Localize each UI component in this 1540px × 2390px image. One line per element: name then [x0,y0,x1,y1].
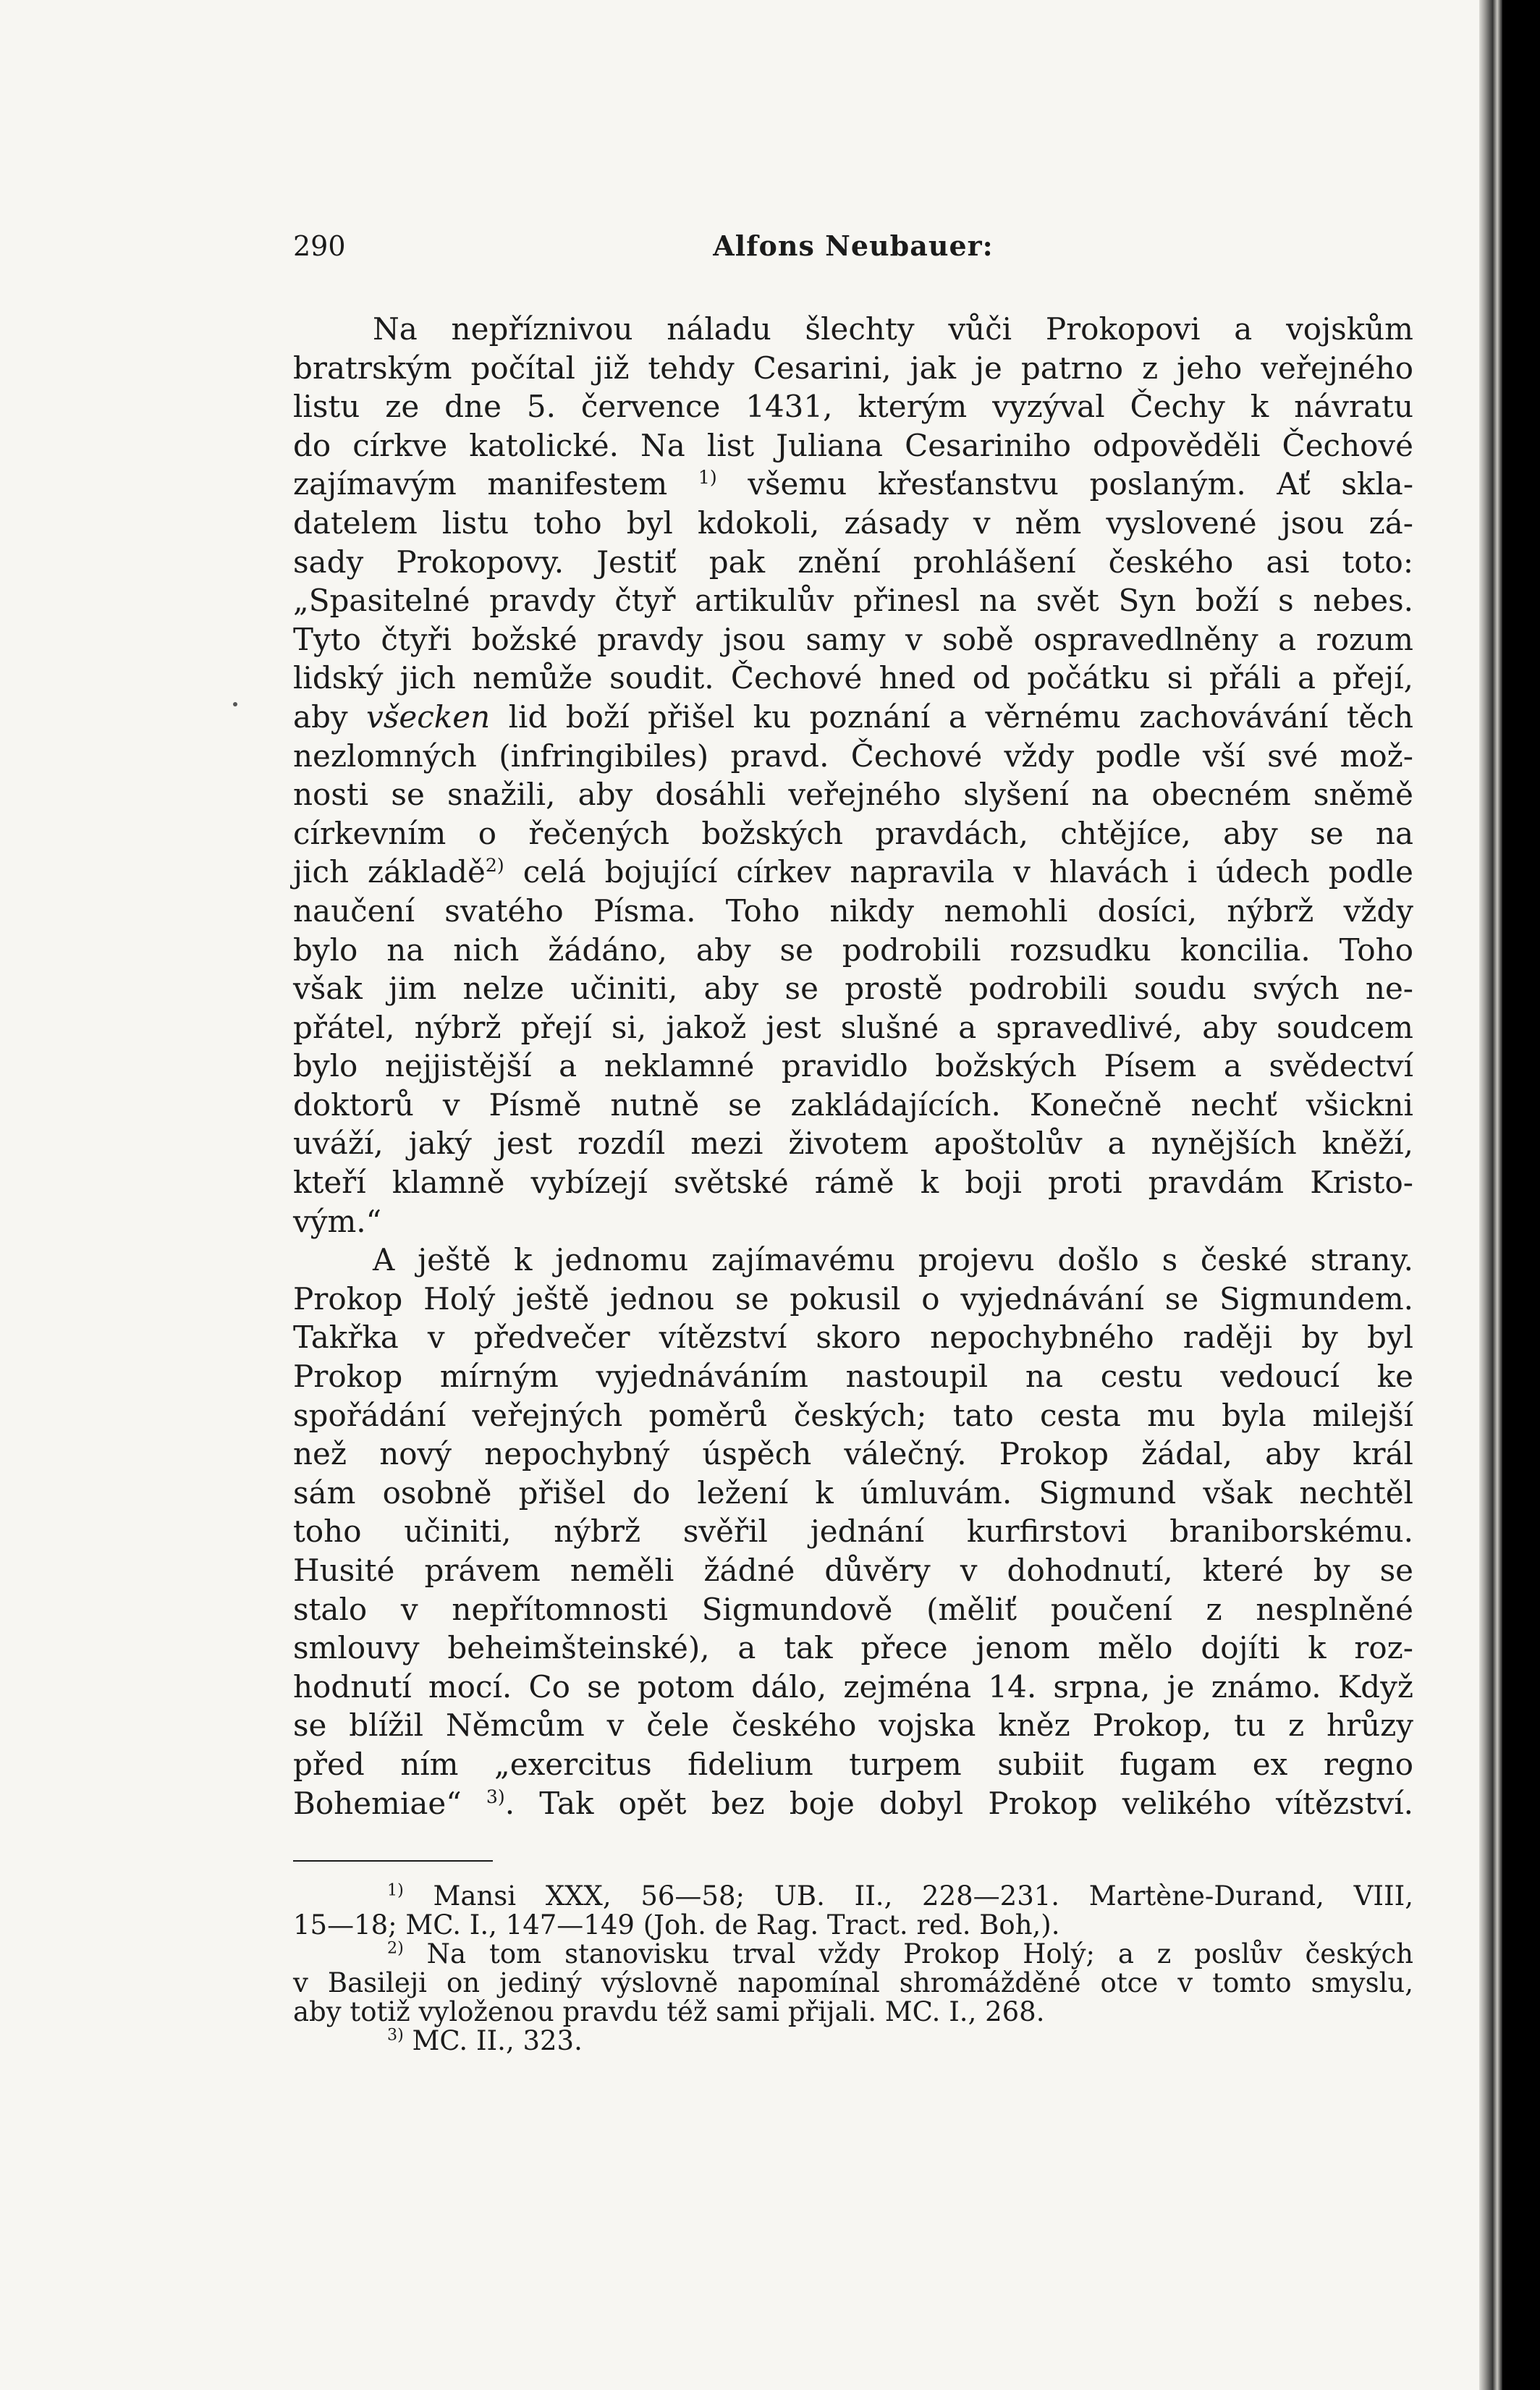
text-line: „Spasitelné pravdy čtyř artikulův přinesl na svět Syn boží s nebes. [293,583,1413,619]
text-line: do církve katolické. Na list Juliana Cesariniho odpověděli Čechové [293,427,1413,463]
text-line: zajímavým manifestem $^{1)}$ všemu křesťanstvu poslaným. Ať skla- [293,466,1414,502]
italic-word: všecken [366,698,491,735]
text-line: stalo v nepřítomnosti Sigmundově (měliť poučení z nesplněné [293,1591,1413,1627]
text-line: datelem listu toho byl kdokoli, zásady v něm vyslovené jsou zá- [293,504,1413,541]
text-line: sady Prokopovy. Jestiť pak znění prohlášení českého asi toto: [293,544,1413,580]
running-head: Alfons Neubauer: [713,229,994,262]
text-line: hodnutí mocí. Co se potom dálo, zejména 14. srpna, je známo. Když [293,1668,1413,1705]
text-line: Takřka v předvečer vítězství skoro nepochybného raději by byl [293,1319,1413,1356]
binding-edge [1492,0,1502,2390]
body-text [293,310,1413,1823]
footnote-ref-1: 1) [698,467,717,489]
text-line: Tyto čtyři božské pravdy jsou samy v sobě ospravedlněny a rozum [293,621,1413,657]
page-edge-shadow [1479,0,1492,2390]
text-line: však jim nelze učiniti, aby se prostě podrobili soudu svých ne- [293,971,1413,1007]
text-line: listu ze dne 5. července 1431, kterým vyzýval Čechy k návratu [293,389,1413,425]
footnote-2-cont: v Basileji on jediný výslovně napomínal shromážděné otce v tomto smyslu, [293,1967,1413,1999]
margin-speck [233,702,237,706]
page-number: 290 [293,230,346,262]
text-line: doktorů v Písmě nutně se zakládajících. Konečně nechť všickni [293,1086,1413,1123]
text-line: nosti se snažili, aby dosáhli veřejného slyšení na obecném sněmě [293,777,1413,813]
text-line: nezlomných (infringibiles) pravd. Čechové vždy podle vší své mož- [293,738,1413,774]
text-line: bratrským počítal již tehdy Cesarini, jak je patrno z jeho veřejného [293,350,1413,386]
text-line: bylo nejjistější a neklamné pravidlo božských Písem a svědectví [293,1048,1413,1084]
text-line: sám osobně přišel do ležení k úmluvám. Sigmund však nechtěl [293,1474,1413,1511]
footnote-3: $^{3)}$ MC. II., 323. [387,2025,583,2057]
text-line: lidský jich nemůže soudit. Čechové hned od počátku si přáli a přejí, [293,660,1413,696]
text-line: Husité právem neměli žádné důvěry v dohodnutí, které by se [293,1553,1413,1588]
text-line: bylo na nich žádáno, aby se podrobili rozsudku koncilia. Toho [293,932,1413,968]
footnote-1-cont: 15—18; MC. I., 147—149 (Joh. de Rag. Tract. red. Boh,). [293,1909,1060,1941]
text-line: spořádání veřejných poměrů českých; tato cesta mu byla milejší [293,1397,1413,1433]
text-line: se blížil Němcům v čele českého vojska kněz Prokop, tu z hrůzy [293,1707,1413,1744]
text-line: církevním o řečených božských pravdách, chtějíce, aby se na [293,815,1413,851]
footnotes [293,1882,1413,2056]
text-line: před ním „exercitus fidelium turpem subiit fugam ex regno [293,1746,1413,1782]
text-line: A ještě k jednomu zajímavému projevu došlo s české strany. [373,1242,1413,1278]
text-line: toho učiniti, nýbrž svěřil jednání kurfirstovi braniborskému. [293,1513,1413,1550]
text-line: přátel, nýbrž přejí si, jakož jest slušné a spravedlivé, aby soudcem [293,1009,1413,1045]
text-line: kteří klamně vybízejí světské rámě k boji proti pravdám Kristo- [293,1165,1413,1201]
footnote-2: $^{2)}$ Na tom stanovisku trval vždy Prokop Holý; a z poslův českých [387,1938,1414,1970]
text-line: Bohemiae“ $^{3)}$. Tak opět bez boje dobyl Prokop velikého vítězství. [293,1785,1413,1821]
page-header [293,217,1413,275]
text-line: uváží, jaký jest rozdíl mezi životem apoštolův a nynějších kněží, [293,1126,1413,1162]
text-line: Prokop Holý ještě jednou se pokusil o vyjednávání se Sigmundem. [293,1280,1413,1317]
text-line: vým.“ [293,1203,382,1239]
footnote-ref-2: 2) [485,855,504,877]
text-line: smlouvy beheimšteinské), a tak přece jenom mělo dojíti k roz- [293,1630,1413,1666]
text-line: aby všecken lid boží přišel ku poznání a věrnému zachovávání těch [293,698,1414,735]
text-line: jich základě$^{2)}$ celá bojující církev napravila v hlavách i údech podle [293,854,1413,890]
footnote-2-cont: aby totiž vyloženou pravdu též sami přijali. MC. I., 268. [293,1996,1045,2028]
text-line: Na nepříznivou náladu šlechty vůči Prokopovi a vojskům [373,311,1413,347]
footnote-rule [293,1860,493,1862]
text-line: než nový nepochybný úspěch válečný. Prokop žádal, aby král [293,1436,1413,1472]
text-line: Prokop mírným vyjednáváním nastoupil na cestu vedoucí ke [293,1359,1413,1395]
footnote-1: $^{1)}$ Mansi XXX, 56—58; UB. II., 228—231. Martène-Durand, VIII, [387,1880,1413,1912]
text-line: naučení svatého Písma. Toho nikdy nemohli dosíci, nýbrž vždy [293,892,1413,929]
text-block [293,217,1413,2056]
footnote-ref-3: 3) [486,1786,505,1807]
